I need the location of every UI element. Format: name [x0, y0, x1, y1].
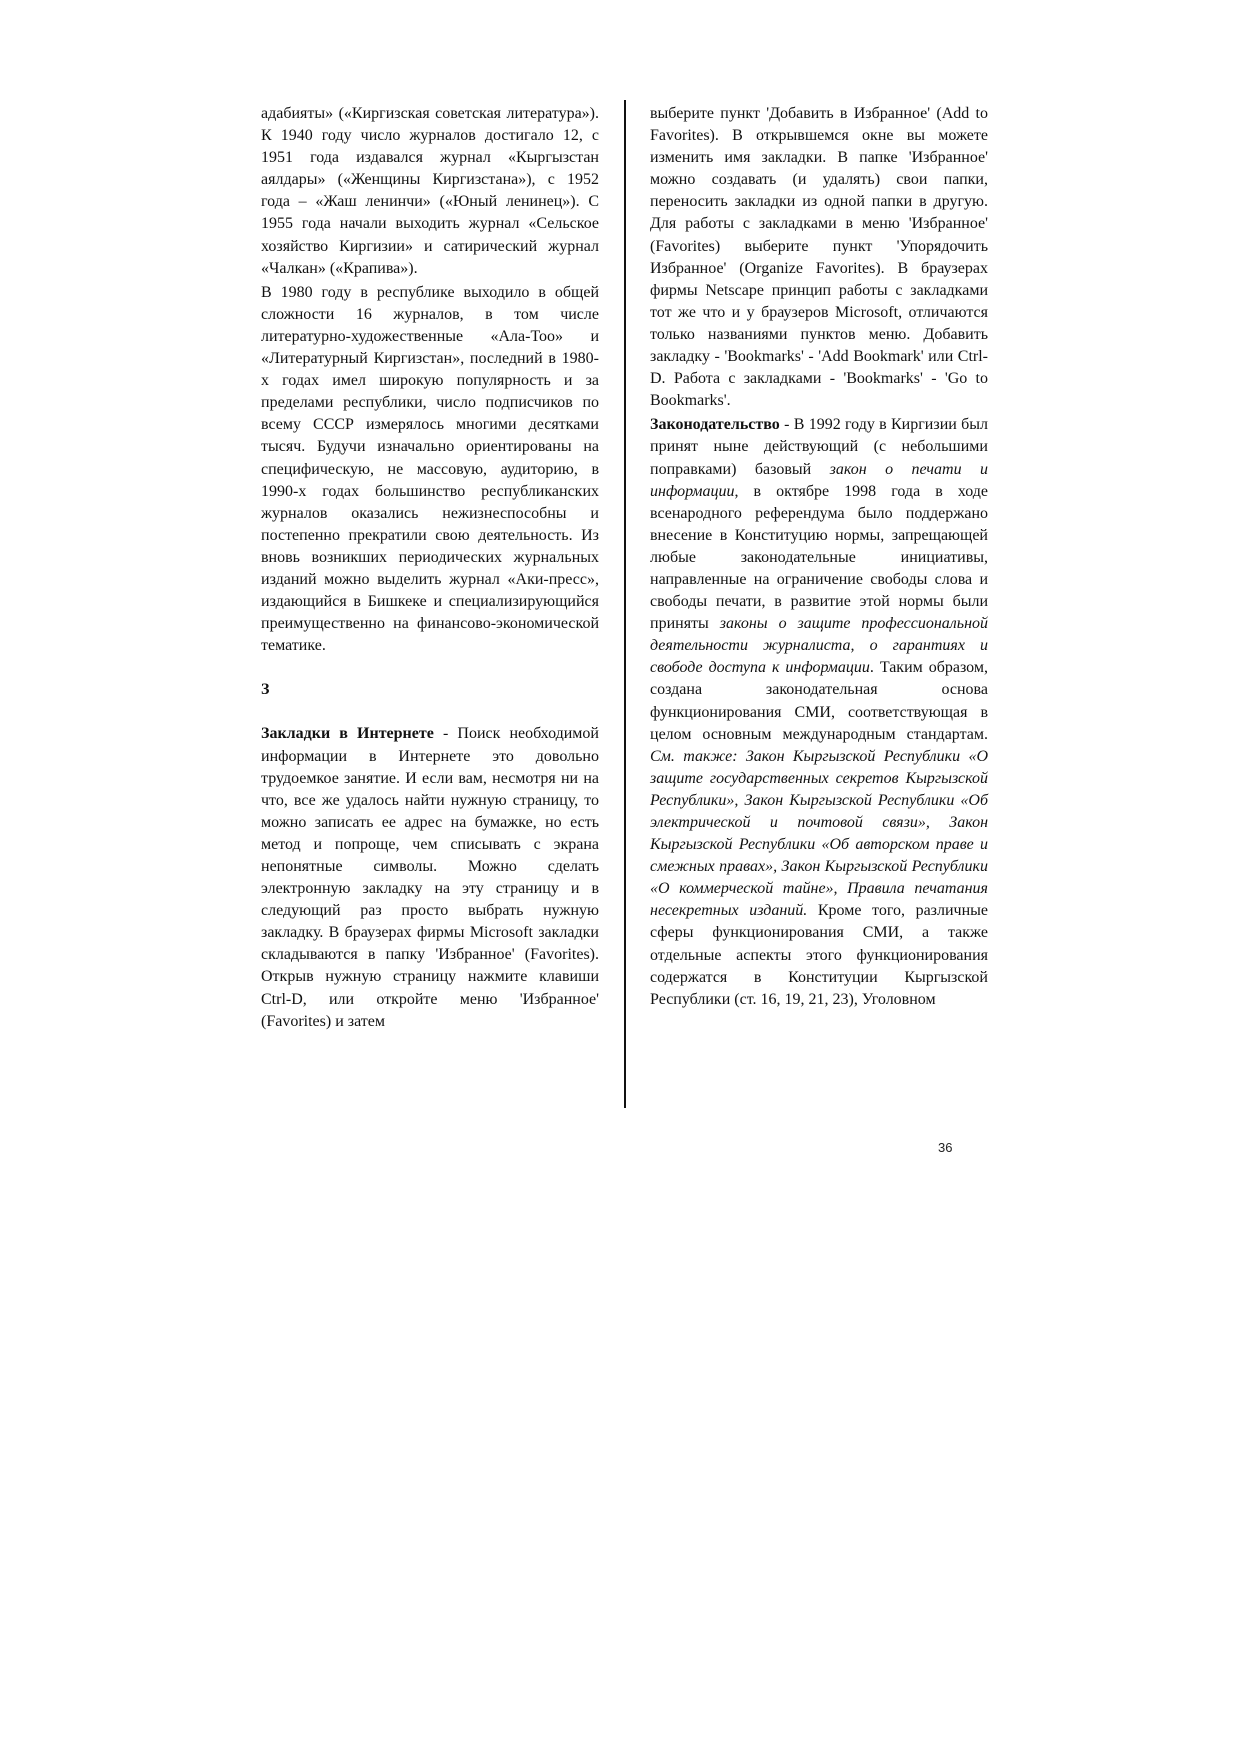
entry-emphasis-law-1: закон о печати и информации [650, 460, 988, 500]
entry-text-legislation-1: - В 1992 году в Киргизии был принят ныне действующий (с небольшими поправками) базовый [650, 416, 988, 478]
letter-heading: З [261, 681, 270, 699]
left-column [261, 103, 599, 1033]
entry-legislation [650, 414, 988, 1011]
entry-bookmarks [261, 723, 599, 1032]
paragraph-journals-1980: В 1980 году в республике выходило в общей сложности 16 журналов, в том числе литературно-художественные «Ала-Тоо» и «Литературный Киргизстан», последний в 1980-х годах имел широкую популярность и за пределами республики, число подписчиков по всему СССР измерялось многими десятками тысяч. Будучи изначально ориентированы на специфическую, не массовую, аудиторию, в 1990-х годах большинство республиканских журналов оказались нежизнеспособны и постепенно прекратили свою деятельность. Из вновь возникших периодических журнальных изданий можно выделить журнал «Аки-пресс», издающийся в Бишкеке и специализирующийся преимущественно на финансово-экономической тематике. [261, 283, 599, 655]
entry-term-legislation: Законодательство [650, 416, 780, 434]
right-column [650, 103, 988, 1011]
entry-text-legislation-4: Кроме того, различные сферы функционирования СМИ, а также отдельные аспекты этого функционирования содержатся в Конституции Кыргызской Республики (ст. 16, 19, 21, 23), Уголовном [650, 902, 989, 1008]
entry-emphasis-law-2: законы о защите профессиональной деятельности журналиста, о гарантиях и свободе доступа к информации [650, 615, 988, 677]
paragraph-bookmarks-continued: выберите пункт 'Добавить в Избранное' (Add to Favorites). В открывшемся окне вы можете изменить имя закладки. В папке 'Избранное' можно создавать (и удалять) свои папки, переносить закладки из одной папки в другую. Для работы с закладками в меню 'Избранное' (Favorites) выберите пункт 'Упорядочить Избранное' (Organize Favorites). В браузерах фирмы Netscape принцип работы с закладками тот же что и у браузеров Microsoft, отличаются только названиями пунктов меню. Добавить закладку - 'Bookmarks' - 'Add Bookmark' или Ctrl-D. Работа с закладками - 'Bookmarks' - 'Go to Bookmarks'. [650, 105, 988, 410]
entry-text-legislation-3: . Таким образом, создана законодательная основа функционирования СМИ, соответствующая в целом основным международным стандартам. [650, 659, 988, 743]
entry-term-bookmarks: Закладки в Интернете [261, 725, 434, 743]
page-number: 36 [938, 1140, 953, 1155]
column-divider [624, 100, 626, 1108]
paragraph-kyrgyz-journals-history: адабияты» («Киргизская советская литература»). К 1940 году число журналов достигало 12, с 1951 года издавался журнал «Кыргызстан аялдары» («Женщины Киргизстана»), с 1952 года – «Жаш ленинчи» («Юный ленинец»). С 1955 года начали выходить журнал «Сельское хозяйство Киргизии» и сатирический журнал «Чалкан» («Крапива»). [261, 105, 599, 277]
entry-see-also: См. также: Закон Кыргызской Республики «О защите государственных секретов Кыргызской Республики», Закон Кыргызской Республики «Об электрической и почтовой связи», Закон Кыргызской Республики «Об авторском праве и смежных правах», Закон Кыргызской Республики «О коммерческой тайне», Правила печатания несекретных изданий. [650, 747, 988, 920]
entry-text-legislation-2: , в октябре 1998 года в ходе всенародного референдума было поддержано внесение в Конституцию нормы, запрещающей любые законодательные инициативы, направленные на ограничение свободы слова и свободы печати, в развитие этой нормы были приняты [650, 482, 988, 633]
entry-text-bookmarks: - Поиск необходимой информации в Интернете это довольно трудоемкое занятие. И если вам, несмотря ни на что, все же удалось найти нужную страницу, то можно записать ее адрес на бумажке, но есть метод и попроще, чем списывать с экрана непонятные символы. Можно сделать электронную закладку на эту страницу и в следующий раз просто выбрать нужную закладку. В браузерах фирмы Microsoft закладки складываются в папку 'Избранное' (Favorites). Открыв нужную страницу нажмите клавиши Ctrl-D, или откройте меню 'Избранное' (Favorites) и затем [261, 725, 599, 1030]
